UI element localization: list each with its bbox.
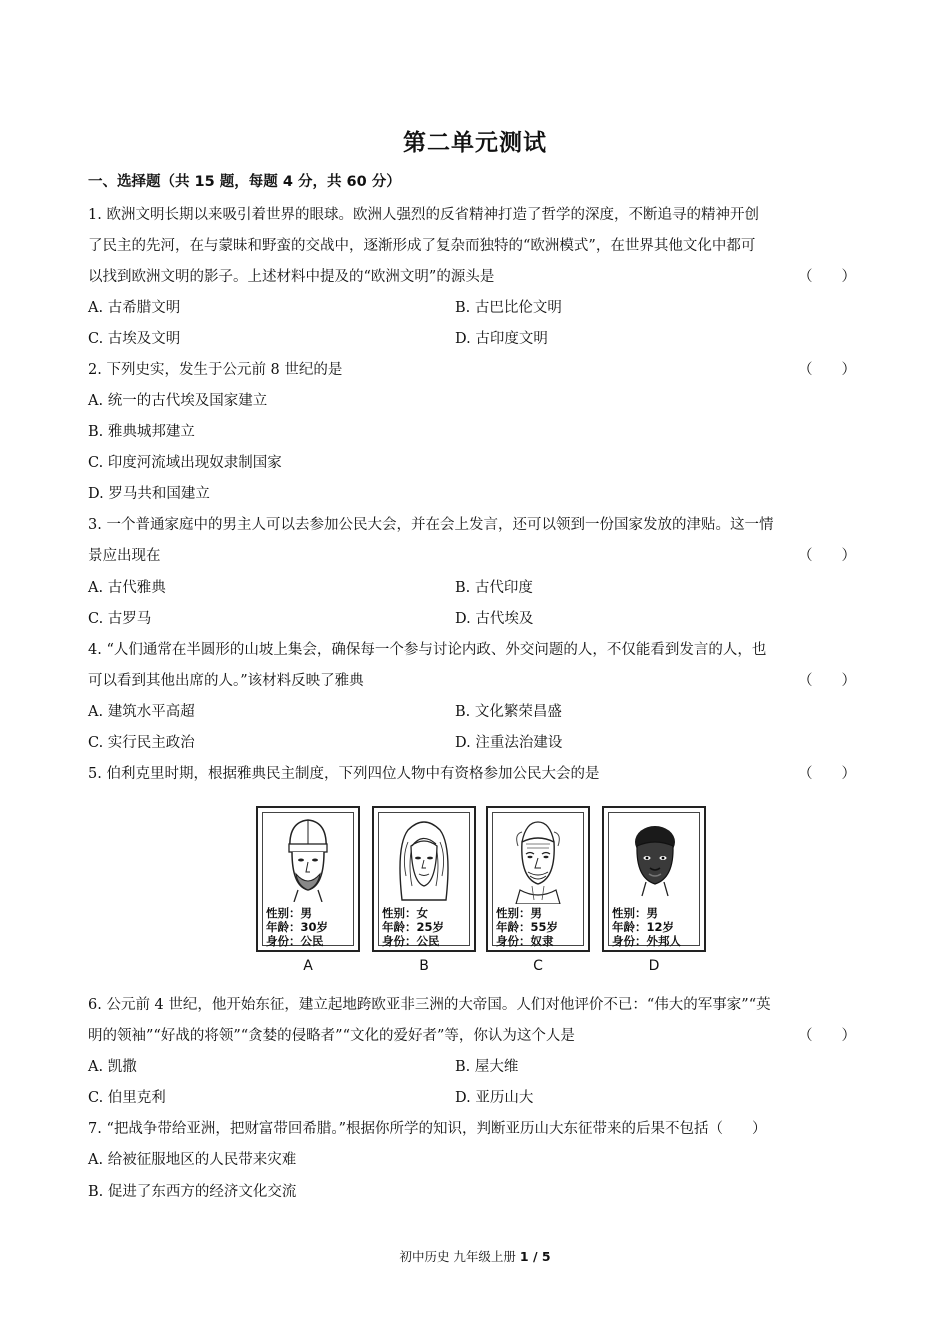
page-footer xyxy=(0,1247,950,1265)
q2-stem-line-1: 2. 下列史实，发生于公元前 8 世纪的是 xyxy=(88,362,343,378)
card-c-gender: 性别：男 xyxy=(496,906,542,920)
portrait-old-man-icon xyxy=(508,816,568,904)
card-d-gender: 性别：男 xyxy=(612,906,658,920)
q2-option-b: B. 雅典城邦建立 xyxy=(88,424,195,440)
q3-option-d: D. 古代埃及 xyxy=(455,611,534,627)
q3-stem-line-1: 3. 一个普通家庭中的男主人可以去参加公民大会，并在会上发言，还可以领到一份国家发放的津贴。这一情 xyxy=(88,517,774,533)
q1-option-c: C. 古埃及文明 xyxy=(88,331,181,347)
q2-option-c: C. 印度河流域出现奴隶制国家 xyxy=(88,455,282,471)
card-a-identity: 身份：公民 xyxy=(266,934,324,948)
q5-stem-line-1: 5. 伯利克里时期，根据雅典民主制度，下列四位人物中有资格参加公民大会的是 xyxy=(88,766,600,782)
q3-option-c: C. 古罗马 xyxy=(88,611,152,627)
card-b-label: B xyxy=(419,958,429,974)
q1-stem-line-2: 了民主的先河，在与蒙昧和野蛮的交战中，逐渐形成了复杂而独特的“欧洲模式”，在世界其他文化中都可 xyxy=(88,238,756,254)
card-c-identity: 身份：奴隶 xyxy=(496,934,554,948)
q6-answer-paren: （ ） xyxy=(798,1028,856,1044)
q1-stem-line-1: 1. 欧洲文明长期以来吸引着世界的眼球。欧洲人强烈的反省精神打造了哲学的深度，不断追寻的精神开创 xyxy=(88,207,759,223)
q1-option-b: B. 古巴比伦文明 xyxy=(455,300,562,316)
portrait-woman-icon xyxy=(394,816,454,904)
q6-stem-line-1: 6. 公元前 4 世纪，他开始东征，建立起地跨欧亚非三洲的大帝国。人们对他评价不已：“伟大的军事家”“英 xyxy=(88,997,771,1013)
q4-answer-paren: （ ） xyxy=(798,673,856,689)
card-b-identity: 身份：公民 xyxy=(382,934,440,948)
card-d-identity: 身份：外邦人 xyxy=(612,934,681,948)
q4-option-c: C. 实行民主政治 xyxy=(88,735,195,751)
q1-answer-paren: （ ） xyxy=(798,269,856,285)
card-b-age: 年龄：25岁 xyxy=(382,920,445,934)
portrait-card-b xyxy=(372,806,476,952)
q7-stem-line-1: 7. “把战争带给亚洲，把财富带回希腊。”根据你所学的知识，判断亚历山大东征带来的后果不包括（ ） xyxy=(88,1121,767,1137)
section-heading: 一、选择题（共 15 题，每题 4 分，共 60 分） xyxy=(88,174,401,190)
card-a-gender: 性别：男 xyxy=(266,906,312,920)
q6-option-d: D. 亚历山大 xyxy=(455,1090,534,1106)
q4-stem-line-2: 可以看到其他出席的人。”该材料反映了雅典 xyxy=(88,673,364,689)
portrait-boy-icon xyxy=(626,816,684,904)
q4-stem-line-1: 4. “人们通常在半圆形的山坡上集会，确保每一个参与讨论内政、外交问题的人，不仅能看到发言的人，也 xyxy=(88,642,767,658)
q2-answer-paren: （ ） xyxy=(798,362,856,378)
footer-text: 初中历史 九年级上册 xyxy=(399,1249,520,1264)
q2-option-d: D. 罗马共和国建立 xyxy=(88,486,210,502)
q7-option-b: B. 促进了东西方的经济文化交流 xyxy=(88,1184,297,1200)
q4-option-a: A. 建筑水平高超 xyxy=(88,704,195,720)
portrait-card-c xyxy=(486,806,590,952)
portrait-card-a xyxy=(256,806,360,952)
q1-stem-line-3: 以找到欧洲文明的影子。上述材料中提及的“欧洲文明”的源头是 xyxy=(88,269,495,285)
q3-option-a: A. 古代雅典 xyxy=(88,580,166,596)
q2-option-a: A. 统一的古代埃及国家建立 xyxy=(88,393,268,409)
card-d-age: 年龄：12岁 xyxy=(612,920,675,934)
q3-option-b: B. 古代印度 xyxy=(455,580,533,596)
q6-option-a: A. 凯撒 xyxy=(88,1059,137,1075)
card-a-age: 年龄：30岁 xyxy=(266,920,329,934)
q4-option-d: D. 注重法治建设 xyxy=(455,735,563,751)
card-a-label: A xyxy=(303,958,313,974)
q5-portrait-figure xyxy=(256,806,710,978)
q5-answer-paren: （ ） xyxy=(798,766,856,782)
card-d-label: D xyxy=(648,958,660,974)
q6-stem-line-2: 明的领袖”“好战的将领”“贪婪的侵略者”“文化的爱好者”等，你认为这个人是 xyxy=(88,1028,575,1044)
q6-option-c: C. 伯里克利 xyxy=(88,1090,166,1106)
page-number: 1 / 5 xyxy=(519,1249,551,1264)
q7-option-a: A. 给被征服地区的人民带来灾难 xyxy=(88,1152,297,1168)
q4-option-b: B. 文化繁荣昌盛 xyxy=(455,704,562,720)
card-c-age: 年龄：55岁 xyxy=(496,920,559,934)
q1-option-d: D. 古印度文明 xyxy=(455,331,548,347)
card-b-gender: 性别：女 xyxy=(382,906,428,920)
portrait-card-d xyxy=(602,806,706,952)
q6-option-b: B. 屋大维 xyxy=(455,1059,519,1075)
page-title: 第二单元测试 xyxy=(403,130,547,156)
q1-option-a: A. 古希腊文明 xyxy=(88,300,181,316)
portrait-man-helmet-icon xyxy=(280,816,336,902)
q3-answer-paren: （ ） xyxy=(798,548,856,564)
q3-stem-line-2: 景应出现在 xyxy=(88,548,161,564)
card-c-label: C xyxy=(533,958,543,974)
